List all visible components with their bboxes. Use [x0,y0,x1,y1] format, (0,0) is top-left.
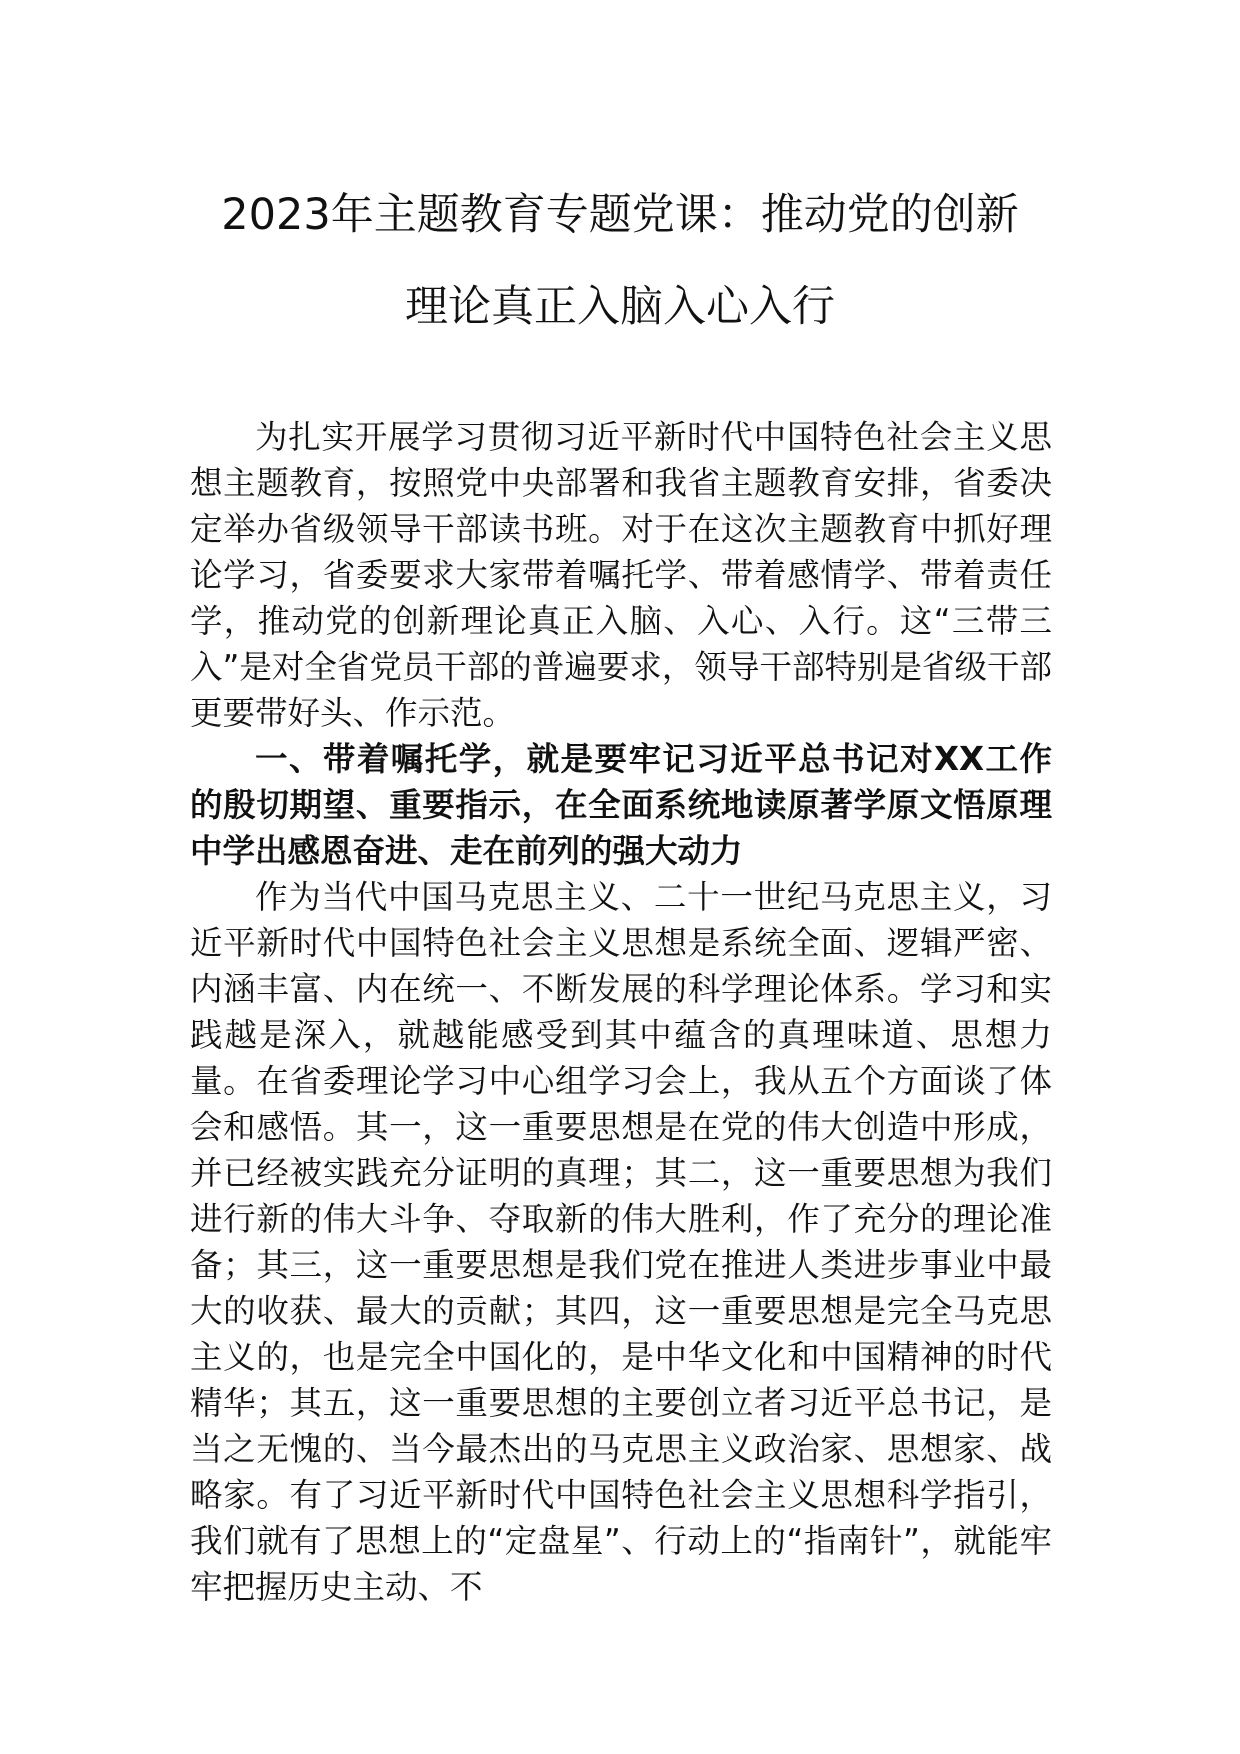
document-title-line-2: 理论真正入脑入心入行 [405,282,835,332]
body-paragraph: 作为当代中国马克思主义、二十一世纪马克思主义，习近平新时代中国特色社会主义思想是系统全面、逻辑严密、内涵丰富、内在统一、不断发展的科学理论体系。学习和实践越是深入，就越能感受到其中蕴含的真理味道、思想力量。在省委理论学习中心组学习会上，我从五个方面谈了体会和感悟。其一，这一重要思想是在党的伟大创造中形成，并已经被实践充分证明的真理；其二，这一重要思想为我们进行新的伟大斗争、夺取新的伟大胜利，作了充分的理论准备；其三，这一重要思想是我们党在推进人类进步事业中最大的收获、最大的贡献；其四，这一重要思想是完全马克思主义的，也是完全中国化的，是中华文化和中国精神的时代精华；其五，这一重要思想的主要创立者习近平总书记，是当之无愧的、当今最杰出的马克思主义政治家、思想家、战略家。有了习近平新时代中国特色社会主义思想科学指引，我们就有了思想上的“定盘星”、行动上的“指南针”，就能牢牢把握历史主动、不 [190,878,1052,1606]
section-heading-1: 一、带着嘱托学，就是要牢记习近平总书记对XX工作的殷切期望、重要指示，在全面系统地读原著学原文悟原理中学出感恩奋进、走在前列的强大动力 [190,740,1052,870]
document-body [190,414,1052,1610]
document-title-line-1: 2023年主题教育专题党课：推动党的创新 [221,190,1019,240]
intro-paragraph: 为扎实开展学习贯彻习近平新时代中国特色社会主义思想主题教育，按照党中央部署和我省主题教育安排，省委决定举办省级领导干部读书班。对于在这次主题教育中抓好理论学习，省委要求大家带着嘱托学、带着感情学、带着责任学，推动党的创新理论真正入脑、入心、入行。这“三带三入”是对全省党员干部的普遍要求，领导干部特别是省级干部更要带好头、作示范。 [190,418,1052,732]
